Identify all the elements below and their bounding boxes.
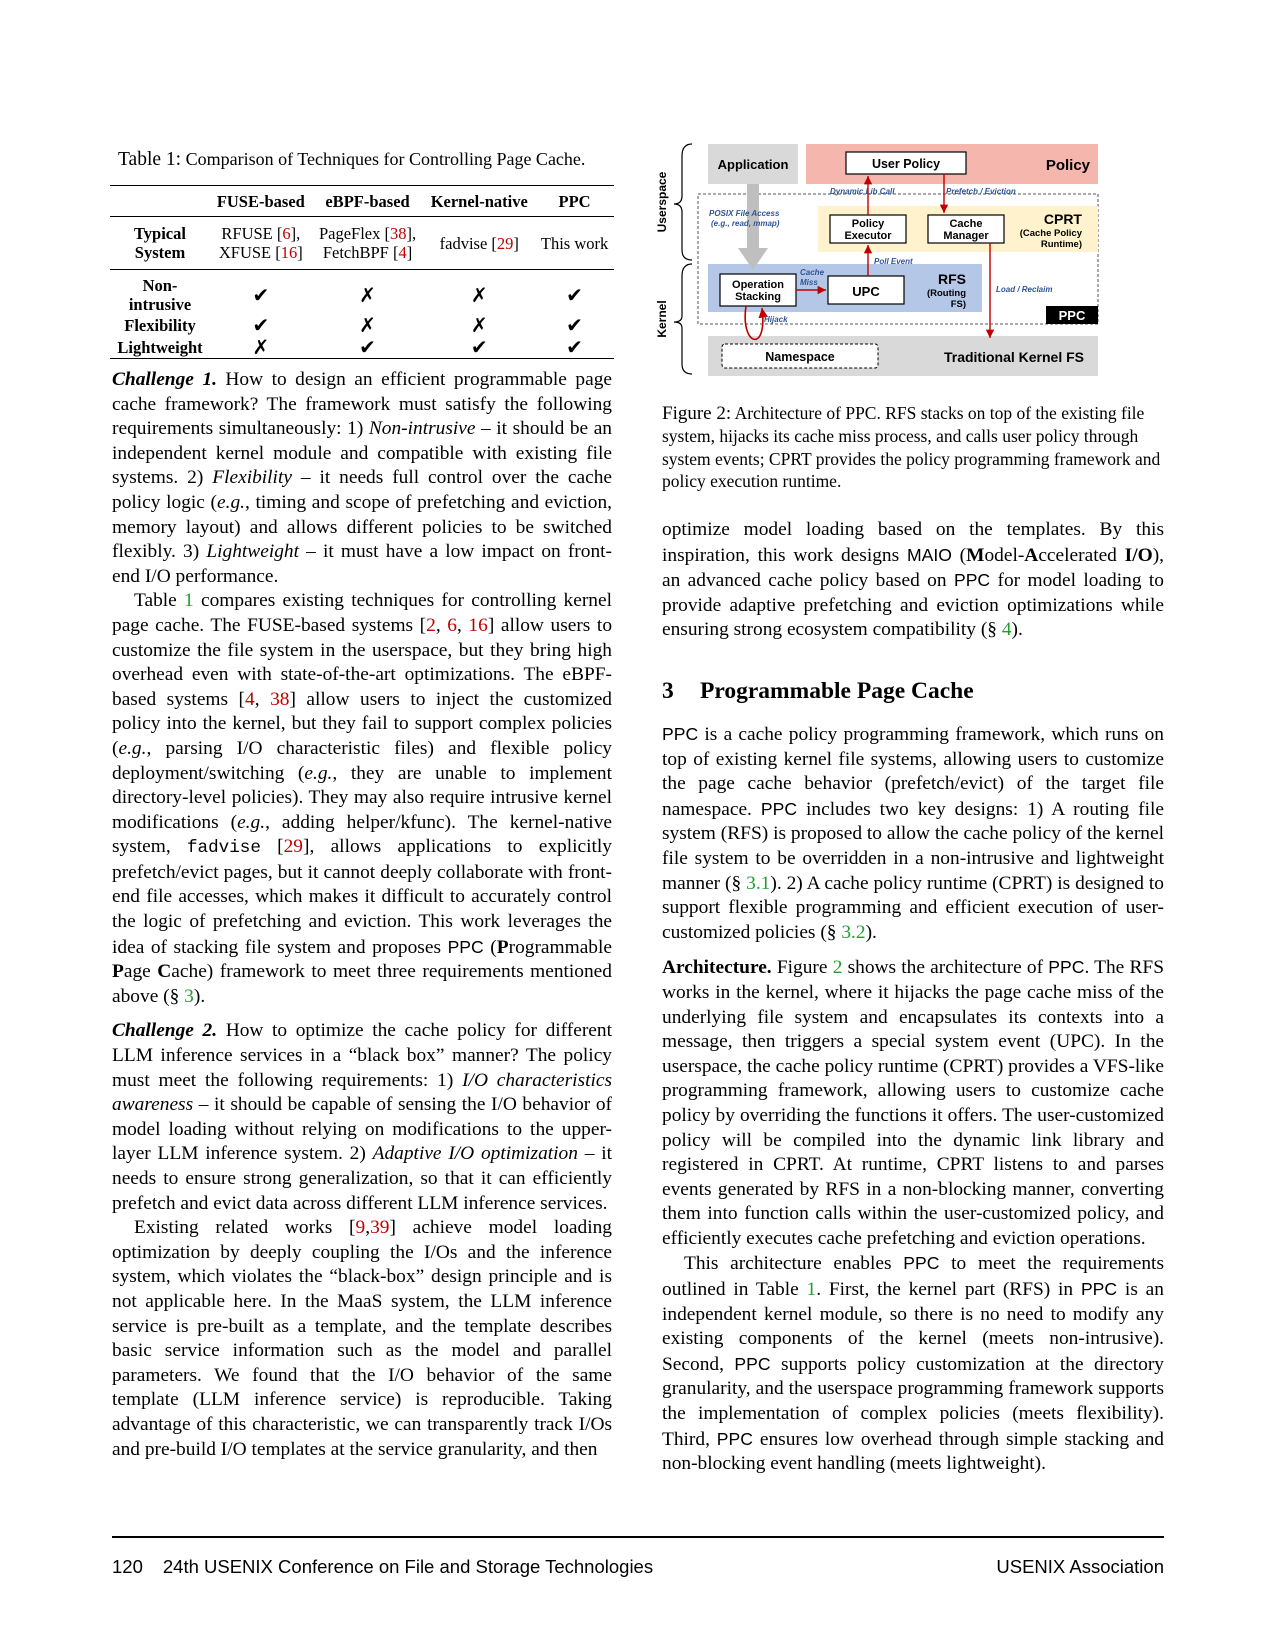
cprt-label: CPRT — [1043, 211, 1082, 227]
figure-caption: Figure 2: Architecture of PPC. RFS stacks on top of the existing file system, hijacks its cache miss process, and calls user policy through system events; CPRT provides the policy programming framework and policy execution runtime. — [662, 403, 1161, 492]
cell-typical-fuse: RFUSE [6], XFUSE [16] — [210, 217, 312, 270]
policy-executor-label-2: Executor — [844, 230, 892, 242]
mark-cell: ✔ — [566, 282, 583, 307]
continuation-paragraph: optimize model loading based on the templates. By this inspiration, this work designs MAIO (Model-Accelerated I/O), an advanced cache policy based on PPC for model loading to provide adaptive prefetching and eviction optimizations while ensuring strong ecosystem compatibility (§ 4). — [662, 519, 1164, 641]
mark-cell: ✔ — [312, 336, 424, 359]
row-label-typical: Typical System — [110, 217, 210, 270]
section-heading: 3 Programmable Page Cache — [662, 678, 974, 704]
related-work-paragraph: Existing related works [9,39] achieve model loading optimization by deeply coupling the I/Os and the inference system, which violates the “black-box” design principle and is not applicable here. In the MaaS system, the LLM inference service is pre-built as a template, and the template describes basic service information such as the model and parallel parameters. We found that the I/O behavior of the same template (LLM inference service) is reproducible. Taking advantage of this characteristic, we can transparently track I/Os and pre-build I/O templates at the service granularity, and then — [112, 1217, 612, 1460]
citation-link[interactable]: 6 — [447, 614, 457, 636]
col-header-ppc: PPC — [535, 186, 614, 217]
footer-left — [112, 1556, 653, 1578]
posix-label-2: (e.g., read, mmap) — [711, 219, 780, 228]
ppc-tag-label: PPC — [1058, 308, 1086, 323]
mark-cell: ✔ — [423, 336, 535, 359]
load-reclaim-label: Load / Reclaim — [996, 285, 1053, 294]
cache-miss-label-2: Miss — [800, 278, 818, 287]
application-label: Application — [717, 157, 789, 172]
citation-link[interactable]: 16 — [280, 243, 298, 262]
citation-link[interactable]: 38 — [270, 688, 290, 710]
userspace-brace — [674, 144, 692, 260]
table-link[interactable]: 1 — [184, 590, 194, 612]
table-corner — [110, 186, 210, 217]
user-policy-label: User Policy — [871, 157, 941, 171]
cprt-sub-1: (Cache Policy — [1019, 228, 1082, 239]
citation-link[interactable]: 38 — [389, 224, 407, 243]
op-stack-label-2: Stacking — [735, 291, 781, 303]
table-row — [110, 314, 614, 336]
mark-cell: ✔ — [252, 312, 270, 337]
table-row — [110, 270, 614, 315]
kernel-label: Kernel — [655, 300, 669, 338]
op-stack-label-1: Operation — [732, 279, 784, 291]
right-column-top — [662, 518, 1164, 643]
requirements-paragraph: This architecture enables PPC to meet the requirements outlined in Table 1. First, the kernel part (RFS) in PPC is an independent kernel module, so there is no need to modify any existing components of the kernel (meets non-intrusive). Second, PPC supports policy customization at the directory granularity, and the userspace programming framework supports the implementation of complex policies (meets flexibility). Third, PPC ensures low overhead through simple stacking and non-blocking event handling (meets lightweight). — [662, 1253, 1164, 1475]
mark-cell: ✗ — [470, 282, 488, 307]
right-column-body — [662, 722, 1164, 1477]
rfs-sub-1: (Routing — [926, 288, 966, 299]
section-intro-paragraph: PPC is a cache policy programming framework, which runs on top of existing kernel file systems, allowing users to customize the page cache behavior (prefetch/evict) of the target file namespace. PPC includes two key designs: 1) A routing file system (RFS) is proposed to allow the cache policy of the kernel file system to be overridden in a non-intrusive and lightweight manner (§ 3.1). 2) A cache policy runtime (CPRT) is designed to support flexible programming and efficient execution of user-customized policies (§ 3.2). — [662, 724, 1164, 943]
col-header-kernel: Kernel-native — [423, 186, 535, 217]
challenge-1-paragraph: Challenge 1. How to design an efficient programmable page cache framework? The framework must satisfy the following requirements simultaneously: 1) Non-intrusive – it should be an independent kernel module and compatible with existing file systems. 2) Flexibility – it needs full control over the cache policy logic (e.g., timing and scope of prefetching and eviction, memory layout) and allows different policies to be switched flexibly. 3) Lightweight – it must have a low impact on front-end I/O performance. — [112, 369, 612, 587]
mark-cell: ✔ — [535, 336, 614, 359]
hijack-label: Hijack — [764, 315, 788, 324]
rfs-label: RFS — [938, 271, 966, 287]
cell-typical-ppc: This work — [535, 217, 614, 270]
citation-link[interactable]: 2 — [426, 614, 436, 636]
comparison-table — [110, 185, 614, 359]
table-link[interactable]: 1 — [806, 1279, 817, 1301]
citation-link[interactable]: 9 — [355, 1217, 366, 1239]
footer-association: USENIX Association — [996, 1556, 1164, 1577]
citation-link[interactable]: 39 — [370, 1217, 390, 1239]
citation-link[interactable]: 29 — [496, 233, 514, 253]
section-link[interactable]: 3.2 — [841, 921, 866, 943]
policy-executor-label-1: Policy — [851, 218, 885, 230]
cprt-sub-2: Runtime) — [1040, 239, 1082, 250]
dynamic-lib-label: Dynamic Lib Call — [830, 187, 895, 196]
figure-link[interactable]: 2 — [832, 957, 843, 979]
col-header-fuse: FUSE-based — [210, 186, 312, 217]
mark-cell: ✗ — [210, 336, 312, 359]
namespace-label: Namespace — [765, 350, 835, 364]
cell-typical-ebpf: PageFlex [38], FetchBPF [4] — [312, 217, 424, 270]
left-column — [112, 368, 612, 1462]
challenge-2-paragraph: Challenge 2. How to optimize the cache policy for different LLM inference services in a “black box” manner? The policy must meet the following requirements: 1) I/O characteristics awareness – it should be capable of sensing the I/O behavior of model loading without relying on modifications to the upper-layer LLM inference system. 2) Adaptive I/O optimization – it needs to ensure strong generalization, so that it can efficiently prefetch and evict data across different LLM inference services. — [112, 1020, 612, 1214]
architecture-figure — [650, 136, 1170, 396]
architecture-diagram — [650, 136, 1170, 396]
rfs-sub-2: FS) — [950, 299, 966, 310]
col-header-ebpf: eBPF-based — [312, 186, 424, 217]
mark-cell: ✔ — [566, 312, 583, 337]
upc-label: UPC — [852, 284, 880, 299]
citation-link[interactable]: 16 — [468, 614, 488, 636]
page-number: 120 — [112, 1556, 143, 1577]
citation-link[interactable]: 4 — [398, 243, 407, 262]
table-row — [110, 336, 614, 359]
cache-manager-label-2: Manager — [943, 230, 989, 242]
citation-link[interactable]: 4 — [245, 688, 255, 710]
poll-event-label: Poll Event — [874, 257, 913, 266]
row-label: Flexibility — [124, 315, 196, 335]
citation-link[interactable]: 6 — [282, 224, 291, 243]
traditional-fs-label: Traditional Kernel FS — [943, 349, 1084, 365]
section-link[interactable]: 3.1 — [746, 872, 771, 894]
row-label: Lightweight — [110, 336, 210, 359]
architecture-paragraph: Architecture. Figure 2 shows the architecture of PPC. The RFS works in the kernel, where it hijacks the page cache miss of the underlying file system and encapsulates its contexts into a message, then triggers a special system event (UPC). In the userspace, the cache policy runtime (CPRT) provides a VFS-like programming framework, allowing users to customize cache policy by overriding the functions it offers. The user-customized policy will be compiled into the dynamic link library and registered in CPRT. At runtime, CPRT listens to and parses events generated by RFS in a non-blocking manner, converting them into function calls within the user-customized policy, and efficiently executes cache prefetching and eviction operations. — [662, 957, 1164, 1249]
mark-cell: ✗ — [470, 312, 488, 337]
footer-rule — [112, 1536, 1164, 1538]
userspace-label: Userspace — [655, 171, 669, 233]
cell-typical-kernel: fadvise [29] — [423, 217, 535, 270]
conference-name: 24th USENIX Conference on File and Storage Technologies — [162, 1556, 654, 1577]
cache-manager-label-1: Cache — [949, 218, 983, 230]
kernel-brace — [674, 264, 692, 374]
row-label: Non-intrusive — [128, 276, 192, 314]
mark-cell: ✗ — [359, 282, 376, 307]
section-link[interactable]: 3 — [184, 985, 194, 1007]
prefetch-label: Prefetch / Eviction — [946, 187, 1016, 196]
section-link[interactable]: 4 — [1001, 619, 1012, 641]
policy-label: Policy — [1045, 157, 1090, 174]
comparison-paragraph: Table 1 compares existing techniques for controlling kernel page cache. The FUSE-based systems [2, 6, 16] allow users to customize the file system in the userspace, but they bring high overhead even with state-of-the-art optimizations. The eBPF-based systems [4, 38] allow users to inject the customized policy into the kernel, but they fail to support complex policies (e.g., parsing I/O characteristic files) and flexible policy deployment/switching (e.g., they are unable to implement directory-level policies). They may also require intrusive kernel modifications (e.g., adding helper/kfunc). The kernel-native system, fadvise [29], allows applications to explicitly prefetch/evict pages, but it cannot deeply collaborate with front-end file accesses, which makes it difficult to accurately control the logic of prefetching and eviction. This work leverages the idea of stacking file system and proposes PPC (Programmable Page Cache) framework to meet three requirements mentioned above (§ 3). — [112, 590, 613, 1007]
mark-cell: ✗ — [359, 312, 376, 337]
citation-link[interactable]: 29 — [283, 836, 303, 858]
posix-label-1: POSIX File Access — [709, 209, 780, 218]
table-row-typical — [110, 217, 614, 270]
cache-miss-label-1: Cache — [800, 268, 825, 277]
table-caption: Table 1: Comparison of Techniques for Controlling Page Cache. — [118, 149, 586, 170]
mark-cell: ✔ — [252, 282, 270, 307]
